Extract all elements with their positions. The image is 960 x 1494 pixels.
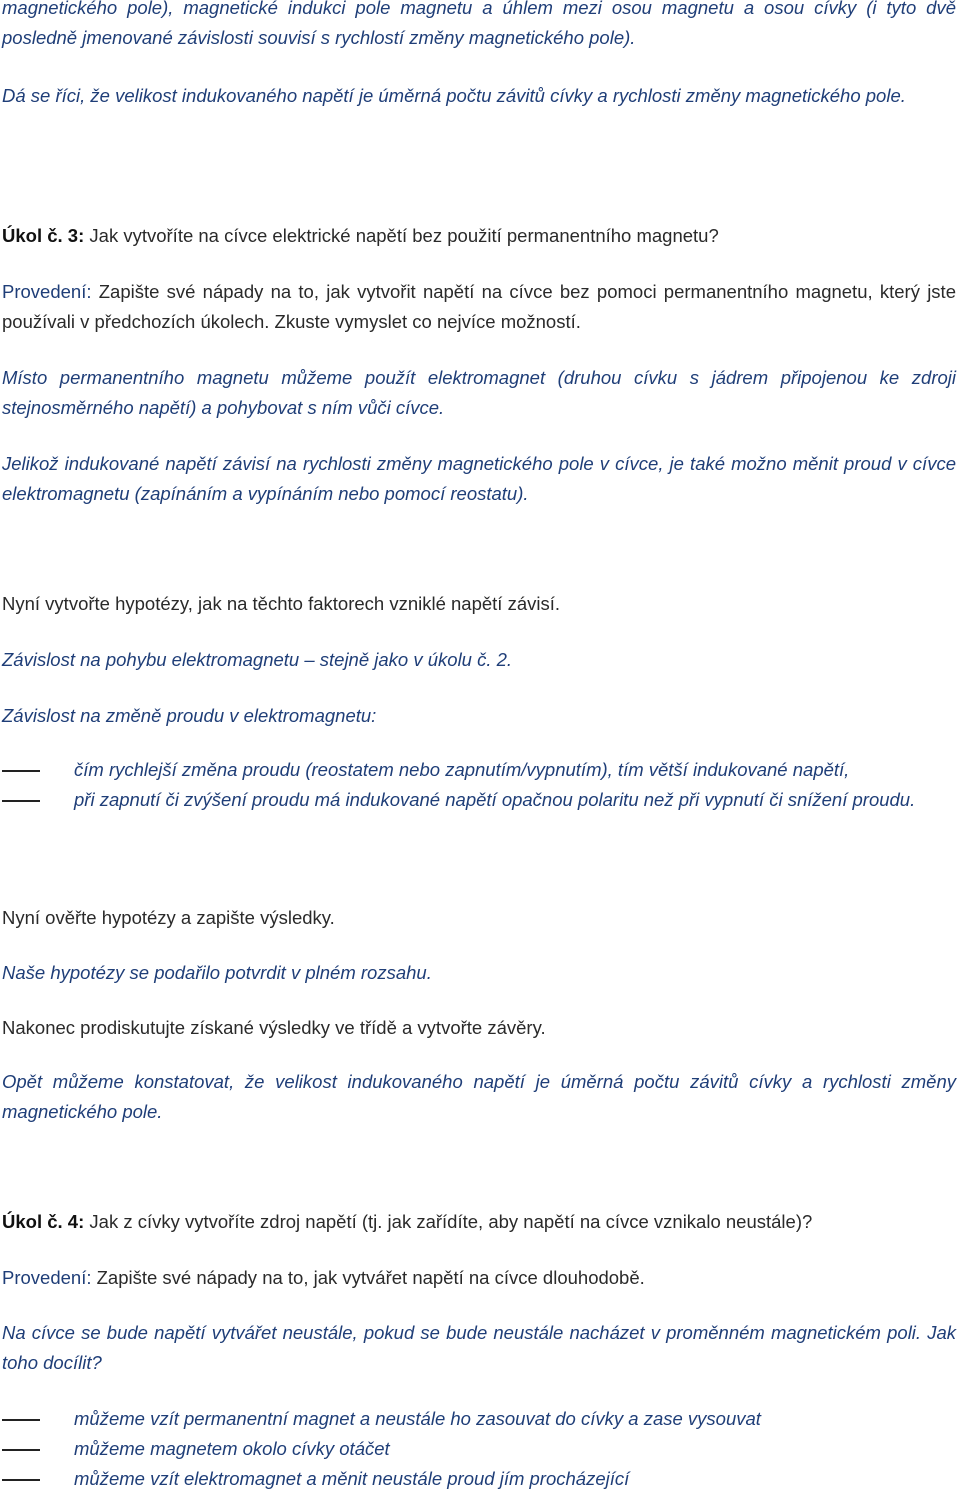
task4-answer (2, 1318, 956, 1378)
task3-hypothesis-prompt-text: Nyní vytvořte hypotézy, jak na těchto faktorech vzniklé napětí závisí. (2, 593, 561, 614)
task4-question: Jak z cívky vytvoříte zdroj napětí (tj. jak zařídíte, aby napětí na cívce vznikalo neustále)? (84, 1211, 813, 1232)
task3-instruction-text: Zapište své nápady na to, jak vytvořit napětí na cívce bez pomoci permanentního magnetu, který jste používali v předchozích úkolech. Zkuste vymyslet co nejvíce možností. (2, 281, 956, 332)
list-item (2, 1404, 956, 1434)
list-item-text: při zapnutí či zvýšení proudu má indukované napětí opačnou polaritu než při vypnutí či snížení proudu. (74, 789, 916, 810)
task3-dep-motion-text: Závislost na pohybu elektromagnetu – stejně jako v úkolu č. 2. (2, 649, 513, 670)
task3-question: Jak vytvoříte na cívce elektrické napětí bez použití permanentního magnetu? (84, 225, 719, 246)
intro-text: magnetického pole), magnetické indukci pole magnetu a úhlem mezi osou magnetu a osou cívky (i tyto dvě posledně jmenované závislosti souvisí s rychlostí změny magnetického pole). (2, 0, 956, 48)
dash-bullet (2, 800, 40, 802)
task3-instruction (2, 277, 956, 337)
task3-discuss-prompt-text: Nakonec prodiskutujte získané výsledky ve třídě a vytvořte závěry. (2, 1017, 546, 1038)
task3-dep-current (2, 701, 956, 731)
task3-discuss-prompt (2, 1013, 956, 1043)
task4-list (2, 1404, 956, 1494)
task4-answer-text: Na cívce se bude napětí vytvářet neustále, pokud se bude neustále nacházet v proměnném magnetickém poli. Jak toho docílit? (2, 1322, 956, 1373)
dash-bullet (2, 770, 40, 772)
task3-verify-answer-text: Naše hypotézy se podařilo potvrdit v plném rozsahu. (2, 962, 432, 983)
task3-conclusion (2, 1067, 956, 1127)
list-item (2, 755, 956, 785)
intro-conclusion (2, 81, 956, 111)
intro-conclusion-text: Dá se říci, že velikost indukovaného napětí je úměrná počtu závitů cívky a rychlosti změny magnetického pole. (2, 85, 906, 106)
task3-answer-1-text: Místo permanentního magnetu můžeme použít elektromagnet (druhou cívku s jádrem připojenou ke zdroji stejnosměrného napětí) a pohybovat s ním vůči cívce. (2, 367, 956, 418)
list-item (2, 1464, 956, 1494)
task3-heading (2, 221, 956, 251)
task3-dep-motion (2, 645, 956, 675)
task3-current-list (2, 755, 956, 815)
task4-instruction-label: Provedení: (2, 1267, 92, 1288)
task3-dep-current-text: Závislost na změně proudu v elektromagnetu: (2, 705, 377, 726)
task3-answer-2 (2, 449, 956, 509)
task4-instruction (2, 1263, 956, 1293)
task4-heading (2, 1207, 956, 1237)
task3-number: 3: (62, 225, 85, 246)
list-item-text: můžeme vzít permanentní magnet a neustále ho zasouvat do cívky a zase vysouvat (74, 1408, 761, 1429)
task3-conclusion-text: Opět můžeme konstatovat, že velikost indukovaného napětí je úměrná počtu závitů cívky a rychlosti změny magnetického pole. (2, 1071, 956, 1122)
task3-answer-1 (2, 363, 956, 423)
intro-paragraph (2, 0, 956, 53)
task3-verify-answer (2, 958, 956, 988)
task4-label: Úkol č. (2, 1211, 63, 1232)
list-item-text: můžeme vzít elektromagnet a měnit neustále proud jím procházející (74, 1468, 630, 1489)
task4-instruction-text: Zapište své nápady na to, jak vytvářet napětí na cívce dlouhodobě. (91, 1267, 645, 1288)
list-item (2, 1434, 956, 1464)
task4-number: 4: (62, 1211, 85, 1232)
task3-hypothesis-prompt (2, 589, 956, 619)
task3-verify-prompt-text: Nyní ověřte hypotézy a zapište výsledky. (2, 907, 335, 928)
dash-bullet (2, 1419, 40, 1421)
task3-instruction-label: Provedení: (2, 281, 92, 302)
task3-label: Úkol č. (2, 225, 63, 246)
task3-verify-prompt (2, 903, 956, 933)
task3-answer-2-text: Jelikož indukované napětí závisí na rychlosti změny magnetického pole v cívce, je také možno měnit proud v cívce elektromagnetu (zapínáním a vypínáním nebo pomocí reostatu). (2, 453, 956, 504)
dash-bullet (2, 1449, 40, 1451)
dash-bullet (2, 1479, 40, 1481)
list-item-text: čím rychlejší změna proudu (reostatem nebo zapnutím/vypnutím), tím větší indukované napětí, (74, 759, 850, 780)
list-item-text: můžeme magnetem okolo cívky otáčet (74, 1438, 390, 1459)
list-item (2, 785, 956, 815)
